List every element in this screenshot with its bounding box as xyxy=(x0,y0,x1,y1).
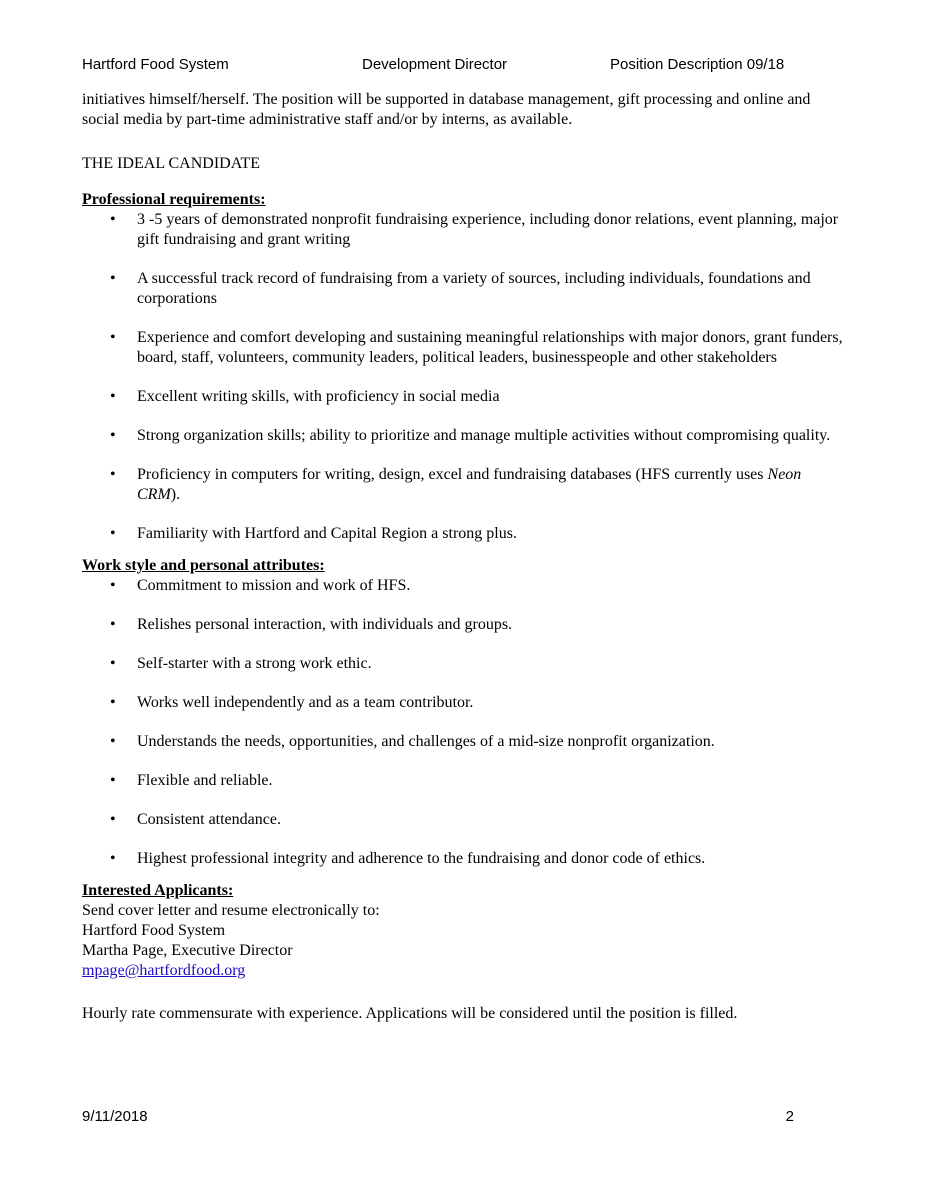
bullet-icon: • xyxy=(110,329,116,346)
bullet-icon: • xyxy=(110,772,116,789)
work-style-list xyxy=(82,576,847,869)
list-item: • Works well independently and as a team contributor. xyxy=(110,694,474,711)
page-content xyxy=(82,90,847,1024)
list-item: • Highest professional integrity and adherence to the fundraising and donor code of ethics. xyxy=(110,850,706,867)
list-item: • 3 -5 years of demonstrated nonprofit fundraising experience, including donor relations, event planning, major gift fundraising and grant writing xyxy=(110,211,839,248)
header-title: Development Director xyxy=(362,56,508,73)
page-number: 2 xyxy=(785,1108,794,1125)
bullet-icon: • xyxy=(110,733,116,750)
bullet-icon: • xyxy=(110,655,116,672)
list-item: • Understands the needs, opportunities, and challenges of a mid-size nonprofit organization. xyxy=(110,733,715,750)
list-item: • A successful track record of fundraising from a variety of sources, including individuals, foundations and corporations xyxy=(110,270,811,307)
work-style-heading: Work style and personal attributes: xyxy=(82,557,325,574)
list-item: • Flexible and reliable. xyxy=(110,772,273,789)
crm-name: Neon CRM xyxy=(137,466,802,503)
bullet-icon: • xyxy=(110,466,116,483)
email-link[interactable]: mpage@hartfordfood.org xyxy=(82,962,246,979)
list-item: • Consistent attendance. xyxy=(110,811,281,828)
list-item: • Experience and comfort developing and sustaining meaningful relationships with major donors, grant funders, board, staff, volunteers, community leaders, political leaders, businesspeople and other stakeholders xyxy=(110,329,843,366)
bullet-icon: • xyxy=(110,811,116,828)
list-item: • Familiarity with Hartford and Capital Region a strong plus. xyxy=(110,525,517,542)
applicants-org: Hartford Food System xyxy=(82,922,226,939)
applicants-instructions: Send cover letter and resume electronically to: xyxy=(82,902,380,919)
bullet-icon: • xyxy=(110,694,116,711)
crm-text-before: Proficiency in computers for writing, design, excel and fundraising databases (HFS currently uses xyxy=(137,466,768,483)
bullet-icon: • xyxy=(110,850,116,867)
bullet-icon: • xyxy=(110,616,116,633)
list-item: • Self-starter with a strong work ethic. xyxy=(110,655,372,672)
intro-paragraph: initiatives himself/herself. The position will be supported in database management, gift processing and online and social media by part-time administrative staff and/or by interns, as available. xyxy=(82,91,811,128)
bullet-icon: • xyxy=(110,270,116,287)
ideal-candidate-heading: THE IDEAL CANDIDATE xyxy=(82,155,261,172)
footer-date: 9/11/2018 xyxy=(82,1108,148,1125)
applicants-contact: Martha Page, Executive Director xyxy=(82,942,293,959)
bullet-icon: • xyxy=(110,388,116,405)
applicants-section xyxy=(82,881,847,981)
professional-requirements-list xyxy=(82,210,847,544)
list-item: • Commitment to mission and work of HFS. xyxy=(110,577,411,594)
bullet-icon: • xyxy=(110,577,116,594)
header-doc-info: Position Description 09/18 xyxy=(610,56,785,73)
list-item: • Excellent writing skills, with proficiency in social media xyxy=(110,388,500,405)
bullet-icon: • xyxy=(110,525,116,542)
list-item: • Strong organization skills; ability to prioritize and manage multiple activities without compromising quality. xyxy=(110,427,831,444)
closing-paragraph: Hourly rate commensurate with experience. Applications will be considered until the position is filled. xyxy=(82,1005,738,1022)
page-header xyxy=(82,56,852,76)
bullet-icon: • xyxy=(110,427,116,444)
professional-requirements-heading: Professional requirements: xyxy=(82,191,266,208)
list-item xyxy=(82,465,847,505)
interested-applicants-heading: Interested Applicants: xyxy=(82,882,234,899)
crm-text-after: ). xyxy=(170,486,181,503)
list-item: • Relishes personal interaction, with individuals and groups. xyxy=(110,616,513,633)
bullet-icon: • xyxy=(110,211,116,228)
header-org: Hartford Food System xyxy=(82,56,229,73)
